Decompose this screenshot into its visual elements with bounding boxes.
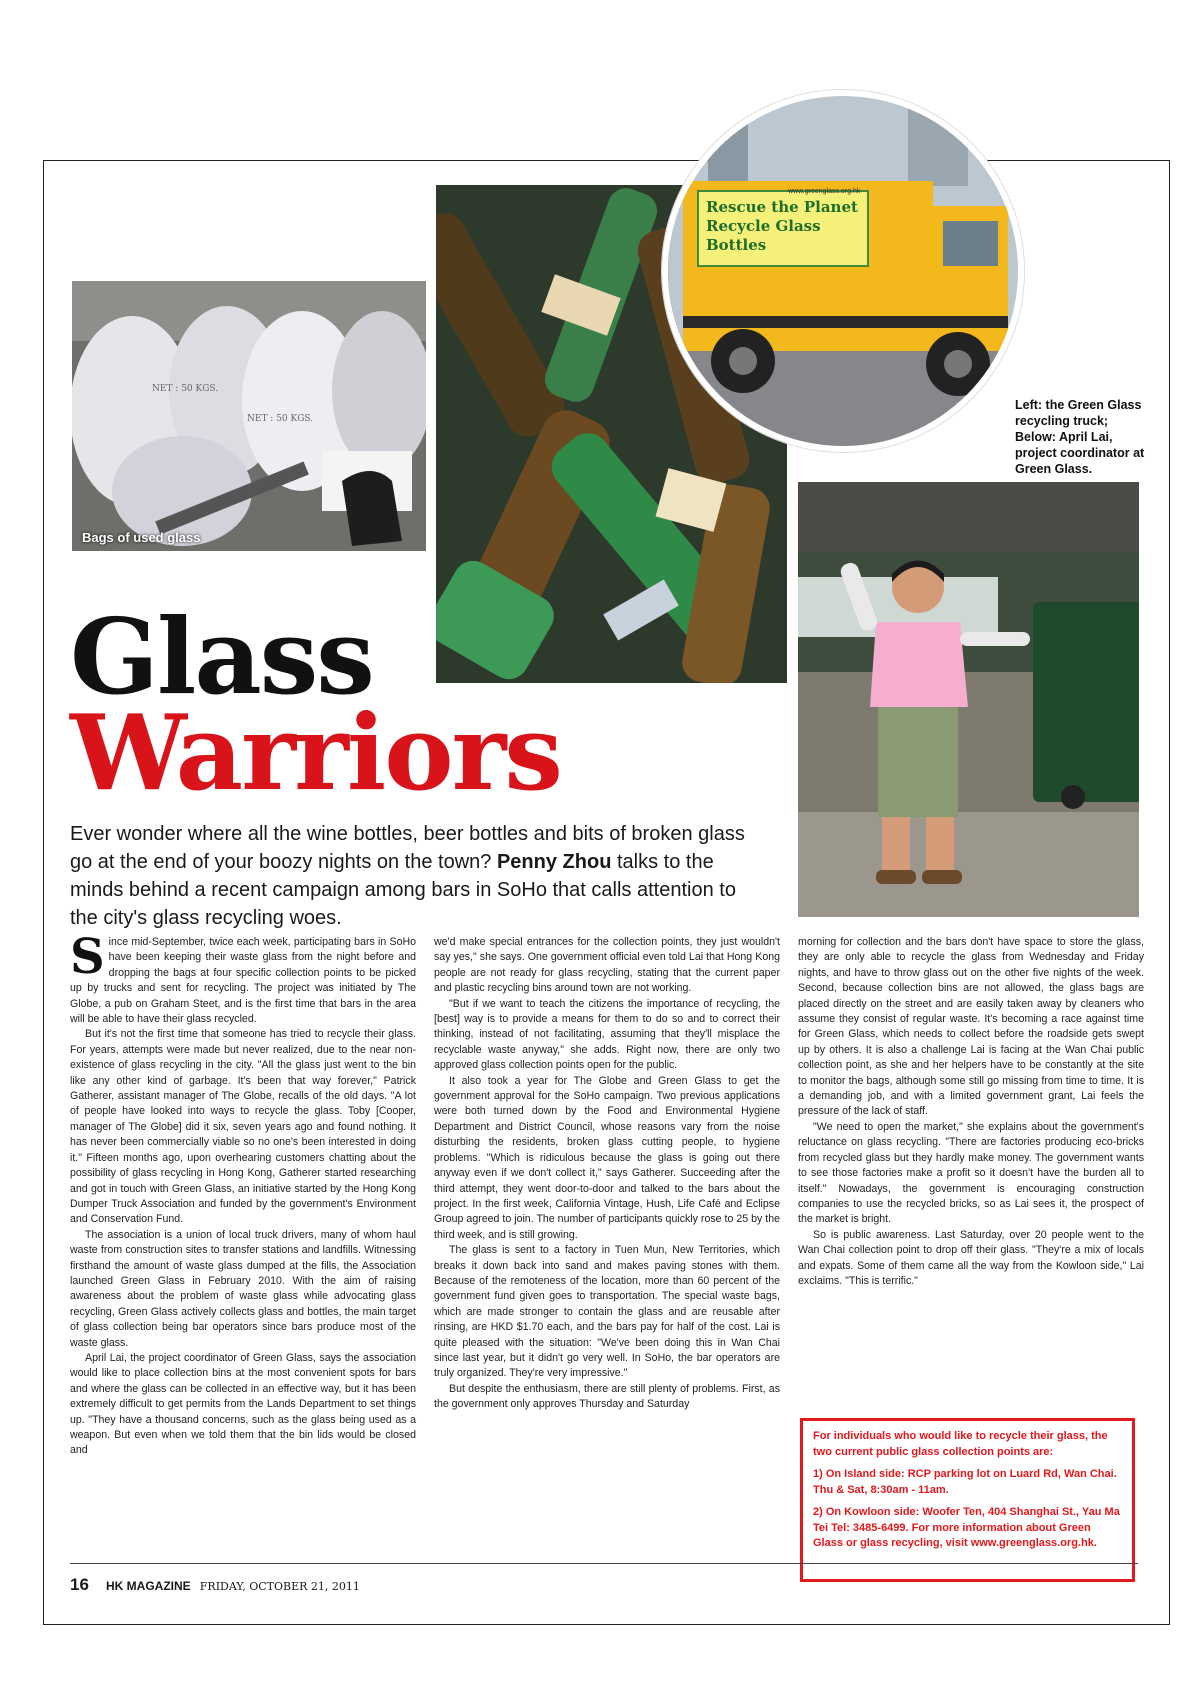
headline-line1: Glass [70, 595, 373, 718]
truck-photo [662, 90, 1024, 452]
dek-text-before: Ever wonder where all the wine bottles, beer bottles and bits of broken glass go at the end of your boozy nights on the town? [70, 823, 745, 873]
article-column-2 [434, 935, 780, 1413]
article-column-3 [798, 935, 1144, 1289]
article-paragraph: Since mid-September, twice each week, participating bars in SoHo have been keeping their waste glass from the night before and dropping the bags at four specific collection points to be picked up by trucks and sent for recycling. The project was initiated by The Globe, a pub on Graham Steet, and is the first time that bars in the area will be able to have their glass recycled. [70, 929, 416, 1026]
article-paragraph: April Lai, the project coordinator of Green Glass, says the association would like to place collection bins at the most convenient spots for bars and where the glass can be collected in an effective way, but it has been extremely difficult to get permits from the Lands Department to set things up. "They have a thousand concerns, such as the glass being used as a weapon. But even when we told them that the bin lids would be closed and [70, 1351, 416, 1457]
infobox-point-1: 1) On Island side: RCP parking lot on Luard Rd, Wan Chai. Thu & Sat, 8:30am - 11am. [813, 1468, 1117, 1496]
article-paragraph: "We need to open the market," she explains about the government's reluctance on glass recycling. "There are factories producing eco-bricks from recycled glass but they hardly make money. The government wants to see those factories make a profit so it doesn't have the burden all to itself." Nowadays, the government is encouraging construction companies to use the recycled bricks, so as Lai sees it, the prospect of the market is bright. [798, 1120, 1144, 1226]
truck-banner-line1: Rescue the Planet [706, 198, 858, 216]
truck-banner-url: www.greenglass.org.hk [788, 188, 861, 195]
magazine-name: HK MAGAZINE [106, 1579, 191, 1593]
svg-text:NET : 50 KGS.: NET : 50 KGS. [247, 414, 314, 424]
article-paragraph: we'd make special entrances for the collection points, they just wouldn't say yes," she says. One government official even told Lai that Hong Kong people are not ready for glass recycling, stating that the current paper and plastic recycling bins around town are not working. [434, 936, 780, 995]
article-paragraph: The association is a union of local truck drivers, many of whom haul waste from construction sites to transfer stations and landfills. Witnessing firsthand the amount of waste glass dumped at the fills, the Association launched Green Glass in February 2010. With the aim of raising awareness about the problem of waste glass while advocating glass recycling, Green Glass actively collects glass and bottles, the main target of glass collection being bar operators since bars produce most of the waste glass. [70, 1228, 416, 1349]
article-paragraph: But it's not the first time that someone has tried to recycle their glass. For years, attempts were made but never realized, due to the near non-existence of glass recycling in the city. "All the glass just went to the bin like any other kind of garbage. It's been that way forever," Patrick Gatherer, assistant manager of The Globe, recalls of the old days. "A lot of people have looked into ways to recycle the glass. Toby [Cooper, manager of The Globe] did it six, seven years ago and found nothing. It has never been commercially viable so no one's been interested in doing it." Fifteen months ago, upon overhearing customers chatting about the possibility of glass recycling in Hong Kong, Gatherer started researching and got in touch with Green Glass, an initiative started by the Hong Kong Dumper Truck Association and funded by the government's Environment and Conservation Fund. [70, 1028, 416, 1226]
drop-cap: S [70, 929, 105, 985]
svg-text:NET : 50 KGS.: NET : 50 KGS. [152, 384, 219, 394]
page-footer [70, 1575, 360, 1595]
article-paragraph: It also took a year for The Globe and Green Glass to get the government approval for the SoHo campaign. Two previous applications were both turned down by the Food and Environmental Hygiene Department and District Council, whose reasons vary from the noise disturbing the residents, broken glass cutting people, to hygiene problems. "Which is ridiculous because the glass is going out there anyway even if we don't collect it," says Gatherer. Succeeding after the third attempt, they went door-to-door and talked to the bars about the project. In the first week, California Vintage, Hush, Life Café and Eclipse Group agreed to join. The number of participants quickly rose to 25 by the third week, and is still growing. [434, 1074, 780, 1241]
article-paragraph: But despite the enthusiasm, there are still plenty of problems. First, as the government only approves Thursday and Saturday [434, 1382, 780, 1411]
dek-author: Penny Zhou [496, 851, 612, 873]
article-paragraph: The glass is sent to a factory in Tuen Mun, New Territories, which breaks it down back into sand and makes paving stones with them. Because of the remoteness of the location, more than 60 percent of the government fund given goes to transportation. The special waste bags, which are made stronger to contain the glass and are reusable after rinsing, are HKD $1.70 each, and the bars pay for half of the cost. Lai is quite pleased with the situation: "We've been doing this in Wan Chai since last year, but it didn't go very well. In SoHo, the bar operators are truly organized. They're very impressive." [434, 1244, 780, 1380]
dek [70, 820, 750, 932]
april-lai-photo [798, 482, 1139, 917]
article-paragraph: So is public awareness. Last Saturday, over 20 people went to the Wan Chai collection point to drop off their glass. "They're a mix of locals and expats. Some of them came all the way from the Kowloon side," Lai exclaims. "This is terrific." [798, 1228, 1144, 1287]
collection-points-box [800, 1418, 1135, 1582]
headline [70, 595, 561, 814]
bags-caption: Bags of used glass [82, 530, 201, 545]
article-paragraph: "But if we want to teach the citizens the importance of recycling, the [best] way is to provide a means for them to do so and to correct their thinking, instead of not facilitating, assuming that they'll misplace the recyclable waste anyway," she adds. Right now, there are only two approved glass collection points open for the public. [434, 997, 780, 1072]
page-number: 16 [70, 1575, 89, 1594]
article-paragraph: morning for collection and the bars don't have space to store the glass, they are only able to recycle the glass from Wednesday and Friday nights, and have to throw glass out on the other five nights of the week. Second, because collection bins are not allowed, the glass bags are placed directly on the street and are easily taken away by cleaners who assume they consist of regular waste. It's becoming a race against time for Green Glass, which needs to collect before the roadside gets swept up by others. It is also a challenge Lai is facing at the Wan Chai public collection point, as she and her helpers have to be constantly at the site to monitor the bags, although some still go missing from time to time. It is a demanding job, and with a limited government grant, Lai feels the pressure of the lack of staff. [798, 936, 1144, 1118]
infobox-point-2: 2) On Kowloon side: Woofer Ten, 404 Shanghai St., Yau Ma Tei Tel: 3485-6499. For more information about Green Glass or glass recycling, visit www.greenglass.org.hk. [813, 1506, 1120, 1549]
infobox-intro: For individuals who would like to recycle their glass, the two current public glass collection points are: [813, 1430, 1108, 1458]
issue-date: FRIDAY, OCTOBER 21, 2011 [199, 1580, 360, 1593]
article-column-1 [70, 929, 416, 1459]
footer-rule [70, 1563, 1138, 1564]
dek-text-after: talks to the minds behind a recent campaign among bars in SoHo that calls attention to the city's glass recycling woes. [70, 851, 736, 929]
truck-banner-line2: Recycle Glass Bottles [706, 217, 821, 254]
headline-line2: Warriors [70, 691, 561, 814]
bags-photo [72, 281, 426, 551]
truck-lai-caption: Left: the Green Glass recycling truck; Below: April Lai, project coordinator at Green Glass. [1015, 398, 1145, 476]
